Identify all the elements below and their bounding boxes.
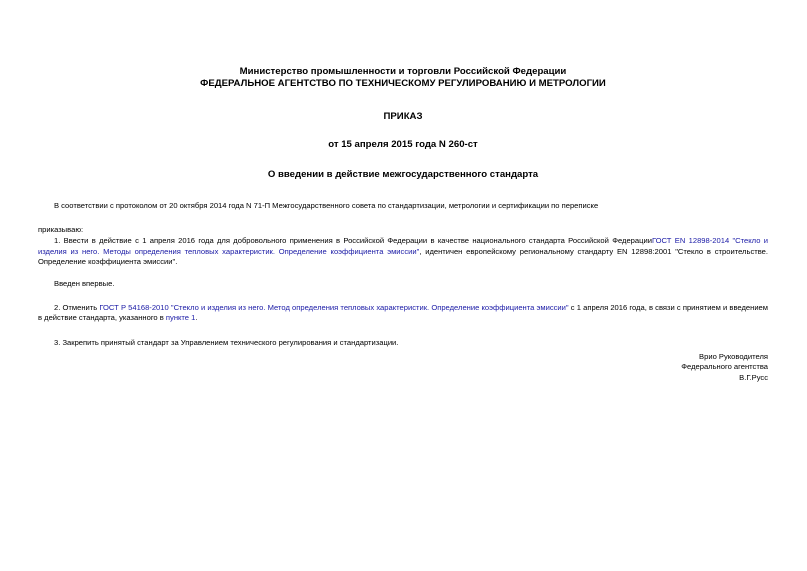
decree-word: приказываю: — [38, 225, 84, 235]
order-title: ПРИКАЗ — [383, 111, 423, 122]
signatory-position: Врио Руководителя — [699, 352, 768, 361]
item-1-reference-link[interactable]: пункте 1 — [165, 313, 196, 323]
item-1-text: 1. Ввести в действие с 1 апреля 2016 года для добровольного применения в Российской Федерации в качестве национального стандарта Российской Федерации — [54, 236, 652, 246]
agency-name: ФЕДЕРАЛЬНОЕ АГЕНТСТВО ПО ТЕХНИЧЕСКОМУ РЕГУЛИРОВАНИЮ И МЕТРОЛОГИИ — [200, 78, 606, 89]
item-2-paragraph — [38, 303, 768, 323]
order-date: от 15 апреля 2015 года N 260-ст — [328, 139, 478, 150]
introduced-first-note: Введен впервые. — [54, 279, 115, 289]
item-1-text-after: , идентичен европейскому региональному стандарту EN 12898:2001 "Стекло в строительстве. Определение коэффициента эмиссии". — [38, 246, 768, 266]
signature-block — [681, 352, 768, 383]
signatory-organization: Федерального агентства — [681, 362, 768, 372]
gost-en-12898-link[interactable]: ГОСТ EN 12898-2014 "Стекло и изделия из него. Методы определения тепловых характеристик. Определение коэффициента эмиссии" — [38, 236, 768, 256]
intro-paragraph: В соответствии с протоколом от 20 октября 2014 года N 71-П Межгосударственного совета по стандартизации, метрологии и сертификации по переписке — [54, 201, 599, 210]
ministry-name: Министерство промышленности и торговли Российской Федерации — [239, 66, 567, 77]
item-2-text-middle: с 1 апреля 2016 года, в связи с принятием и введением в действие стандарта, указанного в — [38, 303, 768, 323]
item-2-text: 2. Отменить — [54, 303, 100, 313]
document-header — [38, 66, 768, 90]
item-1-paragraph — [38, 236, 768, 267]
item-3-paragraph: 3. Закрепить принятый стандарт за Управлением технического регулирования и стандартизации. — [54, 337, 399, 347]
signatory-name: В.Г.Русс — [739, 372, 768, 382]
item-2-text-after: . — [195, 313, 198, 323]
document-body — [38, 66, 768, 348]
gost-r-54168-link[interactable]: ГОСТ Р 54168-2010 "Стекло и изделия из него. Метод определения тепловых характеристик. Определение коэффициента эмиссии" — [99, 303, 569, 313]
order-subject: О введении в действие межгосударственного стандарта — [267, 169, 539, 180]
